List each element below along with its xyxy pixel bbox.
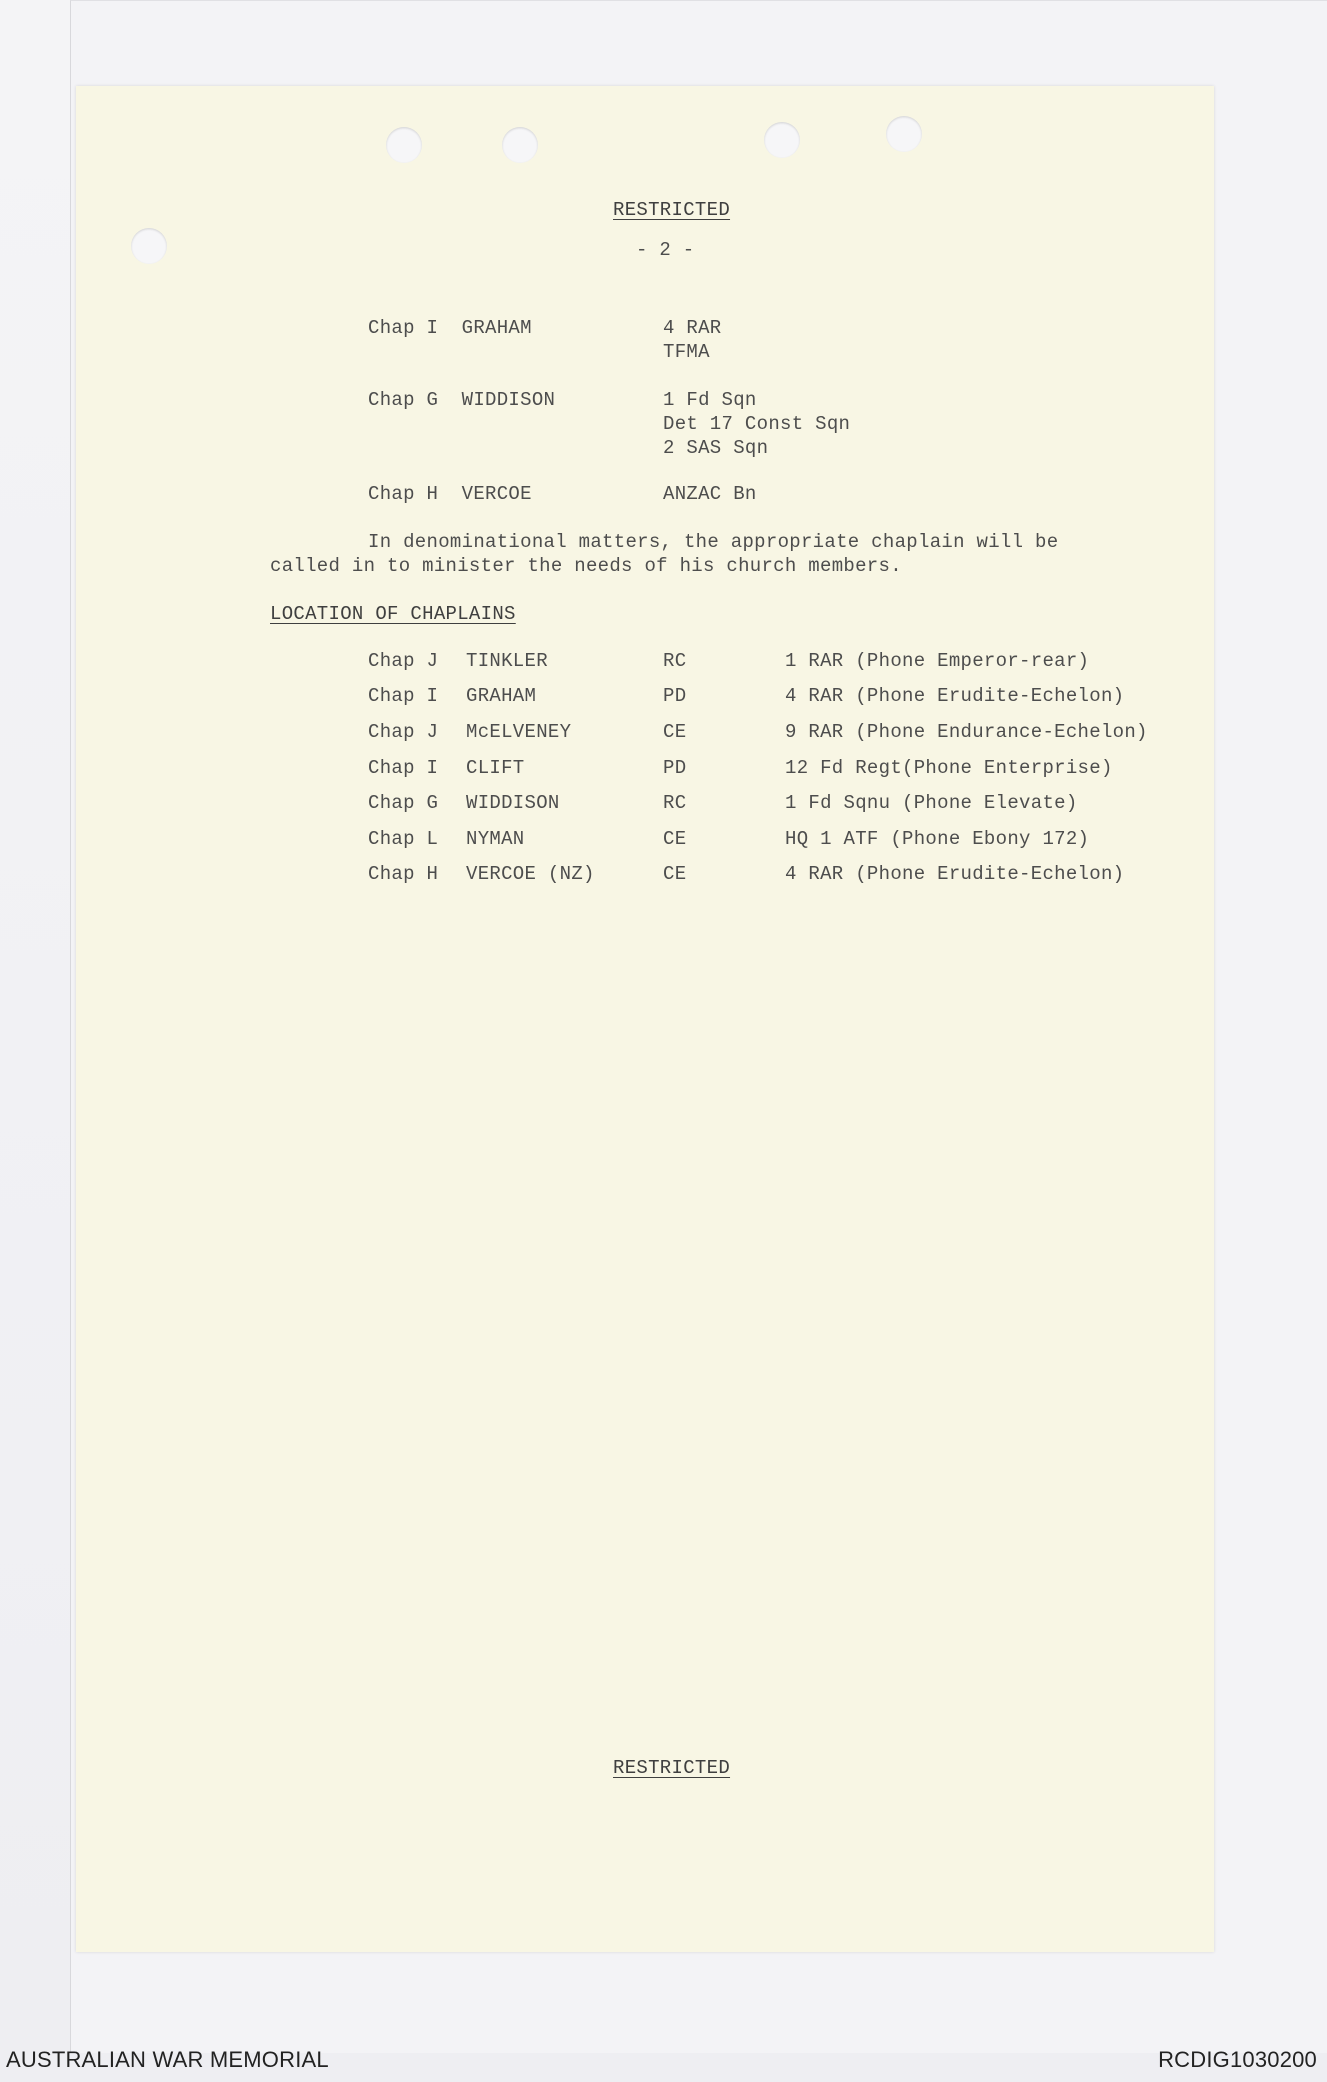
row-denomination: PD	[663, 685, 687, 707]
classification-footer: RESTRICTED	[613, 1757, 731, 1779]
row-denomination: CE	[663, 863, 687, 885]
row-name: VERCOE (NZ)	[466, 863, 595, 885]
row-location: 12 Fd Regt(Phone Enterprise)	[785, 757, 1113, 779]
page-number: - 2 -	[636, 239, 695, 261]
row-name: CLIFT	[466, 757, 525, 779]
row-rank: Chap H	[368, 863, 439, 885]
assignment-name: Chap H VERCOE	[368, 483, 532, 505]
assignment-unit: ANZAC Bn	[663, 483, 757, 505]
punch-hole-1	[386, 127, 422, 163]
row-rank: Chap I	[368, 757, 439, 779]
row-name: McELVENEY	[466, 721, 572, 743]
row-location: 4 RAR (Phone Erudite-Echelon)	[785, 863, 1125, 885]
row-denomination: RC	[663, 650, 687, 672]
row-rank: Chap J	[368, 650, 439, 672]
section-heading: LOCATION OF CHAPLAINS	[270, 603, 516, 625]
paragraph-line: In denominational matters, the appropriate chaplain will be	[368, 531, 1059, 553]
punch-hole-3	[764, 122, 800, 158]
row-rank: Chap I	[368, 685, 439, 707]
punch-hole-2	[502, 127, 538, 163]
row-name: NYMAN	[466, 828, 525, 850]
document-page	[76, 86, 1214, 1952]
row-name: WIDDISON	[466, 792, 560, 814]
assignment-unit: 1 Fd Sqn	[663, 389, 757, 411]
assignment-unit: TFMA	[663, 341, 710, 363]
assignment-name: Chap I GRAHAM	[368, 317, 532, 339]
row-name: GRAHAM	[466, 685, 537, 707]
row-location: 1 Fd Sqnu (Phone Elevate)	[785, 792, 1078, 814]
punch-hole-5	[131, 228, 167, 264]
row-rank: Chap G	[368, 792, 439, 814]
row-location: HQ 1 ATF (Phone Ebony 172)	[785, 828, 1090, 850]
row-denomination: RC	[663, 792, 687, 814]
assignment-unit: Det 17 Const Sqn	[663, 413, 851, 435]
row-rank: Chap L	[368, 828, 439, 850]
row-location: 9 RAR (Phone Endurance-Echelon)	[785, 721, 1148, 743]
assignment-unit: 2 SAS Sqn	[663, 437, 769, 459]
row-denomination: PD	[663, 757, 687, 779]
assignment-unit: 4 RAR	[663, 317, 722, 339]
row-denomination: CE	[663, 828, 687, 850]
row-rank: Chap J	[368, 721, 439, 743]
assignment-name: Chap G WIDDISON	[368, 389, 556, 411]
row-denomination: CE	[663, 721, 687, 743]
paragraph-line: called in to minister the needs of his church members.	[270, 555, 902, 577]
archive-record-id: RCDIG1030200	[1158, 2047, 1317, 2072]
punch-hole-4	[886, 116, 922, 152]
archive-institution: AUSTRALIAN WAR MEMORIAL	[6, 2047, 329, 2072]
row-location: 1 RAR (Phone Emperor-rear)	[785, 650, 1090, 672]
row-name: TINKLER	[466, 650, 548, 672]
classification-header: RESTRICTED	[613, 199, 731, 221]
row-location: 4 RAR (Phone Erudite-Echelon)	[785, 685, 1125, 707]
